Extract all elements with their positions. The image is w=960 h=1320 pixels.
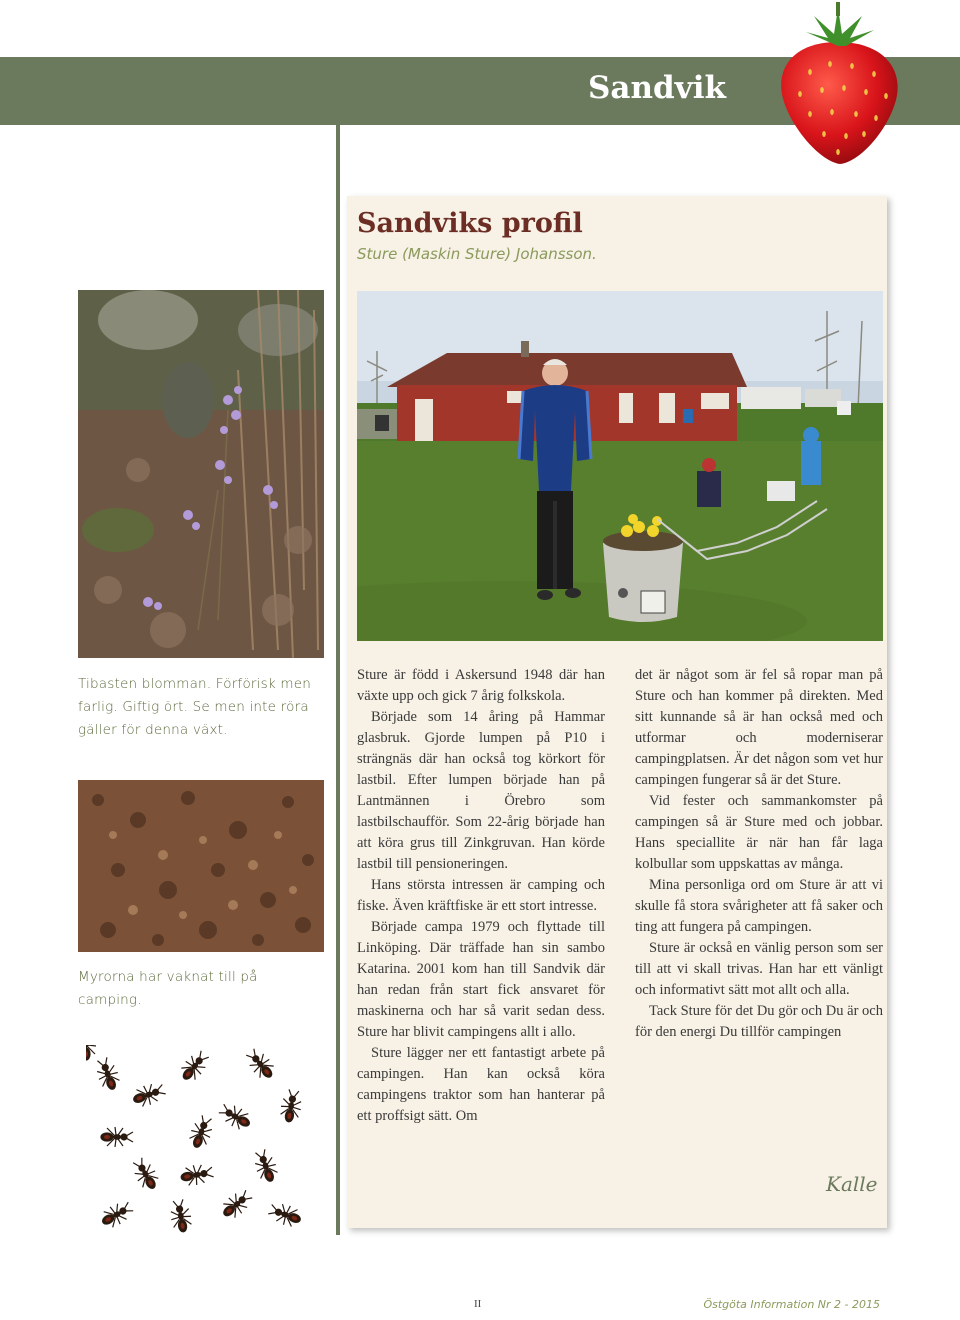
profile-title: Sandviks profil — [357, 208, 583, 239]
paragraph: Sture är född i Askersund 1948 där han växte upp och gick 7 årig folkskola. — [357, 667, 605, 704]
paragraph: Sture är också en vänlig person som ser till att vi skall trivas. Han har ett vänligt och informativt sätt mot allt och alla. — [635, 940, 883, 998]
paragraph: Tack Sture för det Du gör och Du är och för den energi Du tillför campingen — [635, 1003, 883, 1040]
article-column-2 — [635, 665, 883, 1043]
article-column-1 — [357, 665, 605, 1127]
paragraph: Vid fester och sammankomster på campingen så är Sture med och jobbar. Hans speciallite är när han får laga kolbullar som uppskattas av många. — [635, 793, 883, 872]
ant-icon — [86, 1045, 96, 1060]
publication-footer: Östgöta Information Nr 2 - 2015 — [703, 1298, 880, 1311]
ants-caption: Myrorna har vaknat till på camping. — [78, 969, 258, 1008]
column-divider — [336, 125, 340, 1235]
paragraph: Hans största intressen är camping och fiske. Även kräftfiske är ett stort intresse. — [357, 877, 605, 914]
paragraph: Började campa 1979 och flyttade till Linköping. Där träffade han sin sambo Katarina. 2001 kom han till Sandvik där han redan från start fick ansvaret för maskinerna och har så varit sedan dess. Sture har blivit campingens allt i allo. — [357, 919, 605, 1040]
paragraph: Sture lägger ner ett fantastigt arbete på campingen. Han kan också köra campingens traktor som han hanterar på ett proffsigt sätt. Om — [357, 1045, 605, 1124]
flower-caption: Tibasten blomman. Förförisk men farlig. Giftig ört. Se men inte röra gäller för denna växt. — [78, 676, 311, 738]
flower-photo — [78, 290, 324, 658]
section-title: Sandvik — [588, 70, 726, 106]
sture-photo — [357, 291, 883, 641]
page-number: II — [474, 1298, 482, 1310]
paragraph: Mina personliga ord om Sture är att vi skulle få stora svårigheter att få saker och ting att fungera på campingen. — [635, 877, 883, 935]
paragraph: det är något som är fel så ropar man på Sture och han kommer på direkten. Med sitt kunnande så är han också med och utformar och moderniserar campingplatsen. Är det någon som vet hur campingen fungerar så är det Sture. — [635, 667, 883, 788]
profile-subtitle: Sture (Maskin Sture) Johansson. — [357, 245, 597, 263]
anthill-photo — [78, 780, 324, 952]
ants-illustration — [86, 1045, 316, 1235]
signature: Kalle — [826, 1172, 878, 1196]
paragraph: Började som 14 åring på Hammar glasbruk. Gjorde lumpen på P10 i strängnäs där han också tog körkort för lastbil. Efter lumpen började han på Lantmännen i Örebro som lastbilschaufför. Som 22-årig började han att köra grus till Zinkgruvan. Han körde lastbil till pensioneringen. — [357, 709, 605, 872]
strawberry-icon — [770, 2, 906, 168]
